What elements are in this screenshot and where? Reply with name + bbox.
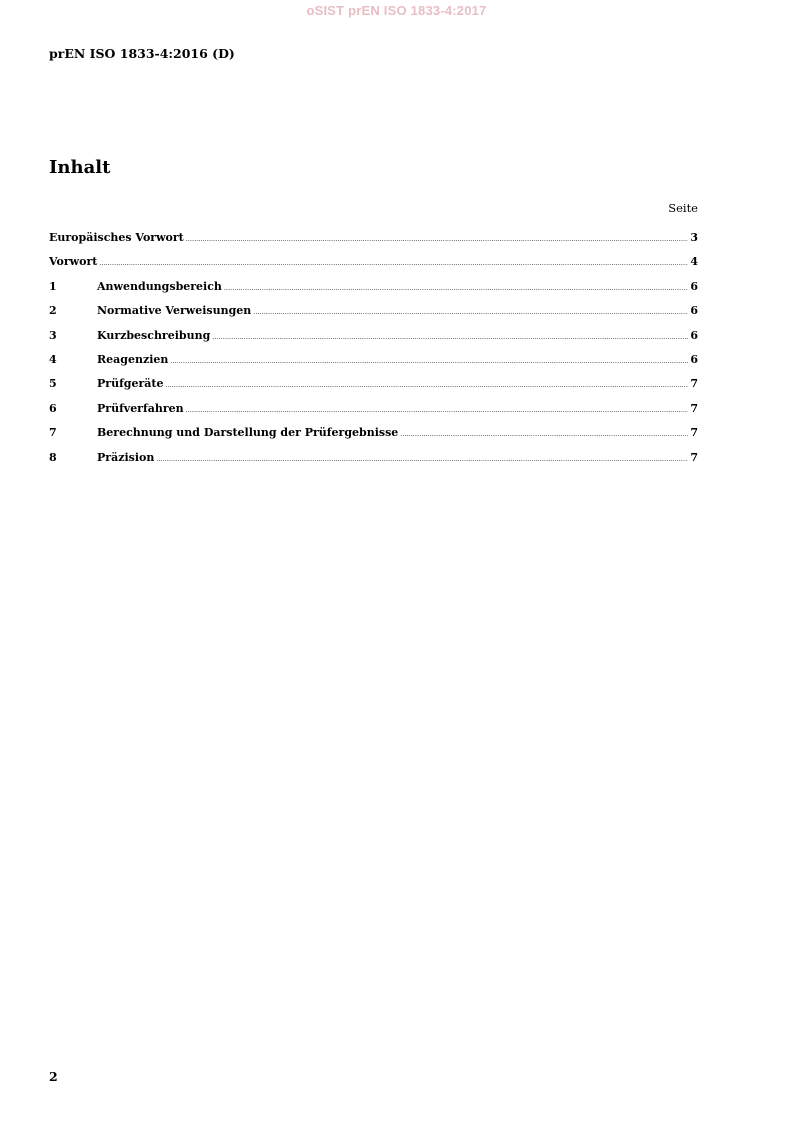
watermark-text: oSIST prEN ISO 1833-4:2017 [306, 3, 487, 18]
toc-entry-title: Präzision [97, 450, 155, 464]
toc-entry-page: 4 [690, 255, 698, 269]
toc-entry-3[interactable] [49, 329, 698, 353]
toc-entry-number: 6 [49, 401, 57, 415]
toc-entry-number: 7 [49, 426, 57, 440]
toc-page-column-label: Seite [668, 201, 698, 215]
toc-entry-1[interactable] [49, 280, 698, 304]
toc-entry-number: 4 [49, 352, 57, 366]
toc-entry-title: Berechnung und Darstellung der Prüfergebnisse [97, 426, 399, 440]
toc-heading: Inhalt [49, 157, 111, 178]
toc-entry-8[interactable] [49, 451, 698, 475]
toc-entry-7[interactable] [49, 426, 698, 450]
toc-leader-dots [99, 260, 688, 267]
toc-entry-4[interactable] [49, 353, 698, 377]
toc-leader-dots [253, 309, 688, 316]
toc-entry-european-foreword[interactable] [49, 231, 698, 255]
toc-entry-number: 2 [49, 304, 57, 318]
toc-entry-foreword[interactable] [49, 255, 698, 279]
toc-entry-page: 7 [690, 401, 698, 415]
toc-entry-title: Reagenzien [97, 352, 169, 366]
toc-entry-6[interactable] [49, 402, 698, 426]
toc-leader-dots [212, 334, 688, 341]
document-id: prEN ISO 1833-4:2016 (D) [49, 46, 235, 61]
toc-entry-page: 3 [690, 231, 698, 244]
toc-leader-dots [224, 285, 688, 292]
toc-entry-page: 7 [690, 426, 698, 440]
toc-entry-page: 7 [690, 377, 698, 391]
toc-entry-page: 6 [690, 352, 698, 366]
toc-entry-page: 7 [690, 450, 698, 464]
toc-leader-dots [400, 431, 688, 438]
page-number: 2 [49, 1069, 58, 1084]
toc-entry-title: Normative Verweisungen [97, 304, 252, 318]
toc-entry-title: Vorwort [49, 255, 98, 269]
toc-entry-number: 3 [49, 328, 57, 342]
toc-entry-2[interactable] [49, 304, 698, 328]
toc-leader-dots [170, 358, 688, 365]
toc-leader-dots [166, 382, 689, 389]
toc-leader-dots [156, 456, 688, 463]
toc-entry-number: 8 [49, 450, 57, 464]
toc-entry-number: 5 [49, 377, 57, 391]
toc-entry-title: Anwendungsbereich [97, 279, 222, 293]
toc-entry-page: 6 [690, 304, 698, 318]
toc-entry-page: 6 [690, 279, 698, 293]
toc-entry-title: Kurzbeschreibung [97, 328, 211, 342]
toc-entry-number: 1 [49, 279, 57, 293]
toc-entry-title: Prüfgeräte [97, 377, 164, 391]
toc-leader-dots [186, 236, 689, 243]
toc-leader-dots [186, 407, 689, 414]
table-of-contents [49, 231, 698, 475]
toc-entry-page: 6 [690, 328, 698, 342]
toc-entry-5[interactable] [49, 377, 698, 401]
toc-entry-title: Prüfverfahren [97, 401, 184, 415]
toc-entry-title: Europäisches Vorwort [49, 231, 184, 244]
